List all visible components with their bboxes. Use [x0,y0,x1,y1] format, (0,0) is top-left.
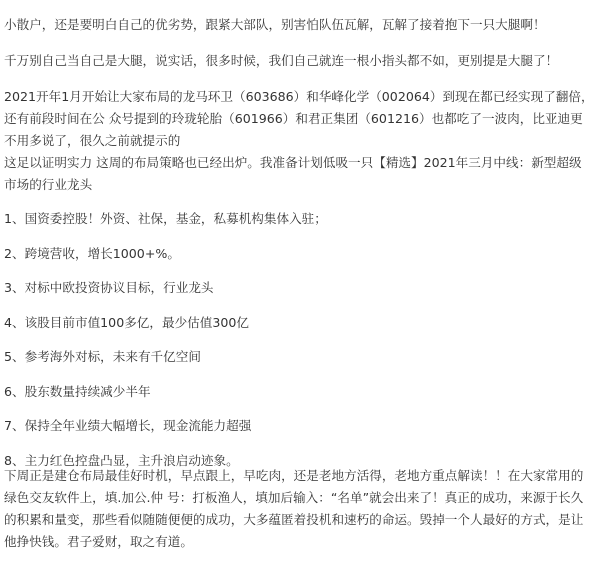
list-item: 8、主力红色控盘凸显，主升浪启动迹象。 [4,453,239,468]
paragraph-closing: 下周正是建仓布局最佳好时机，早点跟上，早吃肉，还是老地方活得，老地方重点解读！！在大家常用的绿色交友软件上，填.加公.仲 号：打板渔人，填加后输入：“名单”就会出来了！真正的成功，来源于长久的积累和量变，那些看似随随便便的成功，大多蕴匿着投机和速朽的命运。毁掉一个人最好的方式，是让他挣快钱。君子爱财，取之有道。 [4,468,584,549]
paragraph-warning: 千万别自己当自己是大腿，说实话，很多时候，我们自己就连一根小指头都不如，更别提是大腿了！ [4,53,559,68]
list-item: 3、对标中欧投资协议目标，行业龙头 [4,280,214,295]
paragraph-track-record: 2021开年1月开始让大家布局的龙马环卫（603686）和华峰化学（002064）到现在都已经实现了翻倍，还有前段时间在公 众号提到的玲珑轮胎（601966）和君正集团（601216）也都吃了一波肉，比亚迪更不用多说了，很久之前就提示的 [4,89,594,148]
list-item: 6、股东数量持续减少半年 [4,384,151,399]
paragraph-strategy: 这足以证明实力 这周的布局策略也已经出炉。我准备计划低吸一只【精选】2021年三月中线：新型超级市场的行业龙头 [4,155,582,192]
paragraph-intro: 小散户，还是要明白自己的优劣势，跟紧大部队，别害怕队伍瓦解，瓦解了接着抱下一只大腿啊！ [4,17,546,32]
list-item: 5、参考海外对标，未来有千亿空间 [4,349,201,364]
list-item: 1、国资委控股！外资、社保，基金，私募机构集体入驻； [4,211,327,226]
list-item: 2、跨境营收，增长1000+%。 [4,246,180,261]
list-item: 4、该股目前市值100多亿，最少估值300亿 [4,315,249,330]
list-item: 7、保持全年业绩大幅增长，现金流能力超强 [4,418,252,433]
